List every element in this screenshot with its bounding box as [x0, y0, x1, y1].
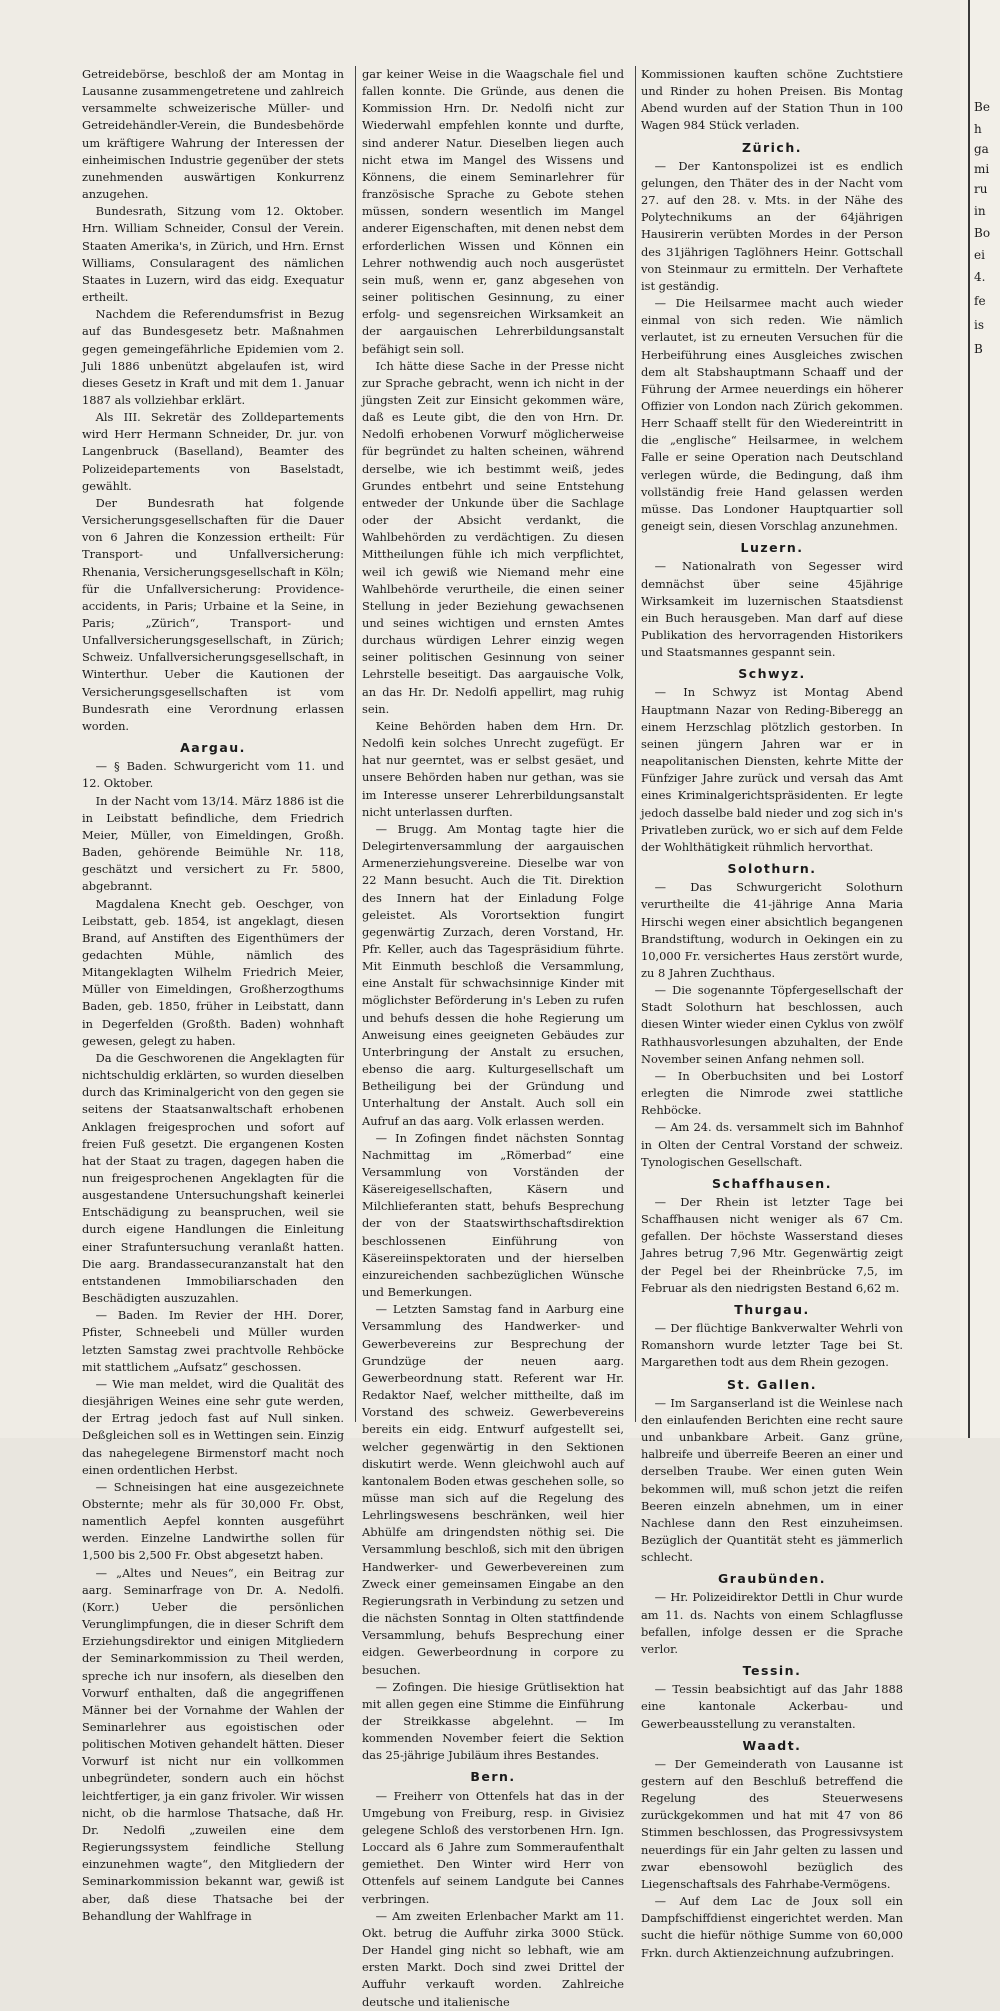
section-heading: Schaffhausen. [712, 1175, 832, 1191]
adjacent-page-fragment: in [974, 204, 986, 218]
article-paragraph: — § Baden. Schwurgericht vom 11. und 12. Oktober. [82, 759, 344, 791]
article-paragraph: — Zofingen. Die hiesige Grütlisektion hat mit allen gegen eine Stimme die Einführung der Streikkasse abgelehnt. — Im kommenden November feiert die Sektion das 25-jährige Jubiläum ihres Bestandes. [362, 1679, 624, 1763]
article-paragraph: In der Nacht vom 13/14. März 1886 ist die in Leibstatt befindliche, dem Friedrich Meier, Müller, von Eimeldingen, Großh. Baden, gehörende Beimühle Nr. 118, geschätzt und versichert zu Fr. 5800, abgebrannt. [82, 793, 344, 894]
article-paragraph: Da die Geschworenen die Angeklagten für nichtschuldig erklärten, so wurden dieselben durch das Kriminalgericht von den gegen sie seitens der Staatsanwaltschaft erhobenen Anklagen freigesprochen und sofort auf freien Fuß gesetzt. Die ergangenen Kosten hat der Staat zu tragen, dagegen haben die nun freigesprochenen Angeklagten für die ausgestandene Untersuchungshaft keinerlei Entschädigung zu beanspruchen, weil sie durch eigene Handlungen die Einleitung einer Strafuntersuchung veranlaßt hatten. Die aarg. Brandassecuranzanstalt hat den entstandenen Immobiliarschaden den Beschädigten auszuzahlen. [82, 1050, 344, 1306]
article-paragraph: Der Bundesrath hat folgende Versicherungsgesellschaften für die Dauer von 6 Jahren die Konzession ertheilt: Für Transport- und Unfallversicherung: Rhenania, Versicherungsgesellschaft in Köln; für die Unfallversicherung: Providence-accidents, in Paris; Urbaine et la Seine, in Paris; „Zürich“, Transport- und Unfallversicherungsgesellschaft, in Zürich; Schweiz. Unfallversicherungsgesellschaft, in Winterthur. Ueber die Kautionen der Versicherungsgesellschaften ist vom Bundesrath eine Verordnung erlassen worden. [82, 495, 344, 733]
section-heading: St. Gallen. [727, 1376, 817, 1392]
article-paragraph: — Die sogenannte Töpfergesellschaft der Stadt Solothurn hat beschlossen, auch diesen Winter wieder einen Cyklus von zwölf Rathhausvorlesungen abzuhalten, der Ende November seinen Anfang nehmen soll. [641, 983, 903, 1066]
article-paragraph: — Nationalrath von Segesser wird demnächst über seine 45jährige Wirksamkeit im luzernischen Staatsdienst ein Buch herausgeben. Man darf auf diese Publikation des hervorragenden Historikers und Staatsmannes gespannt sein. [641, 559, 903, 660]
article-paragraph: Nachdem die Referendumsfrist in Bezug auf das Bundesgesetz betr. Maßnahmen gegen gemeingefährliche Epidemien vom 2. Juli 1886 unbenützt abgelaufen ist, wird dieses Gesetz in Kraft und mit dem 1. Januar 1887 als vollziehbar erklärt. [82, 307, 344, 407]
article-paragraph: — Der Rhein ist letzter Tage bei Schaffhausen nicht weniger als 67 Cm. gefallen. Der höchste Wasserstand dieses Jahres betrug 7,96 Mtr. Gegenwärtig zeigt der Pegel bei der Rheinbrücke 7,5, im Februar als den niedrigsten Bestand 6,62 m. [641, 1195, 903, 1295]
article-paragraph: Magdalena Knecht geb. Oeschger, von Leibstatt, geb. 1854, ist angeklagt, diesen Brand, auf Anstiften des Eigenthümers der gedachten Mühle, nämlich des Mitangeklagten Wilhelm Friedrich Meier, Müller von Eimeldingen, Großherzogthums Baden, geb. 1850, früher in Leibstatt, dann in Degerfelden (Großth. Baden) wohnhaft gewesen, gelegt zu haben. [82, 896, 344, 1048]
column-rule-2 [635, 66, 636, 1422]
article-paragraph: — In Oberbuchsiten und bei Lostorf erlegten die Nimrode zwei stattliche Rehböcke. [641, 1068, 903, 1118]
article-paragraph: — In Schwyz ist Montag Abend Hauptmann Nazar von Reding-Biberegg an einem Herzschlag plötzlich gestorben. In seinen jüngern Jahren war er in neapolitanischen Diensten, kehrte Mitte der Fünfziger Jahre zurück und versah das Amt eines Kriminalgerichtspräsidenten. Er legte jedoch dasselbe bald nieder und zog sich in's Privatleben zurück, wo er sich auf dem Felde der Wohlthätigkeit rühmlich hervorthat. [641, 685, 903, 854]
adjacent-page-edge [960, 0, 1000, 1438]
article-paragraph: — Letzten Samstag fand in Aarburg eine Versammlung des Handwerker- und Gewerbevereins zur Besprechung der Grundzüge der neuen aarg. Gewerbeordnung statt. Referent war Hr. Redaktor Naef, welcher mittheilte, daß im Vorstand des schweiz. Gewerbevereins bereits ein eidg. Entwurf aufgestellt sei, welcher gegenwärtig in den Sektionen diskutirt werde. Wenn gleichwohl auch auf kantonalem Boden etwas geschehen solle, so müsse man sich auf die Regelung des Lehrlingswesens beschränken, weil hier Abhülfe am dringendsten nöthig sei. Die Versammlung beschloß, sich mit den übrigen Handwerker- und Gewerbevereinen zum Zweck einer gemeinsamen Eingabe an den Regierungsrath in Verbindung zu setzen und die nächsten Sonntag in Olten stattfindende Versammlung, behufs Besprechung einer eidgen. Gewerbeordnung in corpore zu besuchen. [362, 1302, 624, 1677]
adjacent-page-fragment: B [974, 342, 983, 356]
article-paragraph: — Wie man meldet, wird die Qualität des diesjährigen Weines eine sehr gute werden, der Ertrag jedoch fast auf Null sinken. Deßgleichen soll es in Wettingen sein. Einzig das nahegelegene Birmenstorf macht noch einen ordentlichen Herbst. [82, 1376, 344, 1477]
section-heading: Aargau. [180, 740, 246, 756]
article-paragraph: — Der Gemeinderath von Lausanne ist gestern auf den Beschluß betreffend die Regelung des Steuerwesens zurückgekommen und hat mit 47 von 86 Stimmen beschlossen, das Progressivsystem neuerdings für ein Jahr gelten zu lassen und zwar ebensowohl bezüglich des Liegenschaftsals des Fahrhabe-Vermögens. [641, 1756, 903, 1891]
column-1 [82, 66, 344, 1925]
article-paragraph: — „Altes und Neues“, ein Beitrag zur aarg. Seminarfrage von Dr. A. Nedolfi. (Korr.) Ueber die persönlichen Verunglimpfungen, die in dieser Schrift dem Erziehungsdirektor und einigen Mitgliedern der Seminarkommission zu Theil werden, spreche ich nur insofern, als dieselben den Vorwurf enthalten, daß die angegriffenen Männer bei der Vornahme der Wahlen der Seminarlehrer aus egoistischen oder politischen Motiven gehandelt hätten. Dieser Vorwurf ist nicht nur ein vollkommen unbegründeter, sondern auch ein höchst leichtfertiger, ja ein ganz frivoler. Wir wissen nicht, ob die harmlose Thatsache, daß Hr. Dr. Nedolfi „zuweilen eine dem Regierungssystem feindliche Stellung einzunehmen wagte“, den Mitgliedern der Seminarkommission bekannt war, gewiß ist aber, daß diese Thatsache bei der Behandlung der Wahlfrage in [82, 1565, 344, 1923]
adjacent-page-fragment: h [974, 122, 982, 136]
article-paragraph: — In Zofingen findet nächsten Sonntag Nachmittag im „Römerbad“ eine Versammlung von Vorständen der Käsereigesellschaften, Käsern und Milchlieferanten statt, behufs Besprechung der von der Staatswirthschaftsdirektion beschlossenen Einführung von Käsereiinspektoraten und der hierselben einzureichenden sachbezüglichen Wünsche und Bemerkungen. [362, 1130, 624, 1300]
article-paragraph: — Im Sarganserland ist die Weinlese nach den einlaufenden Berichten eine recht saure und unbankbare Arbeit. Ganz grüne, halbreife und überreife Beeren an einer und derselben Traube. Wer einen guten Wein bekommen will, muß schon jetzt die reifen Beeren einzeln abnehmen, um in einer Nachlese dann den Rest einzuheimsen. Bezüglich der Quantität steht es jämmerlich schlecht. [641, 1395, 903, 1565]
section-heading: Luzern. [740, 540, 804, 556]
adjacent-page-fragment: mi [974, 162, 990, 176]
section-heading: Solothurn. [727, 861, 817, 877]
section-heading: Bern. [470, 1769, 516, 1785]
article-paragraph: — Die Heilsarmee macht auch wieder einmal von sich reden. Wie nämlich verlautet, ist zu erneuten Versuchen für die Herbeiführung eines Ausgleiches zwischen dem alt Stabshauptmann Schaaff und der Führung der Armee neuerdings ein höherer Offizier von London nach Zürich gekommen. Herr Schaaff stellt für den Wiedereintritt in die „englische“ Heilsarmee, in welchem Falle er seine Operation nach Deutschland verlegen würde, die Bedingung, daß ihm vollständig freie Hand gelassen werden müsse. Das Londoner Hauptquartier soll geneigt sein, diesen Vorschlag anzunehmen. [641, 296, 903, 534]
article-paragraph: — Am 24. ds. versammelt sich im Bahnhof in Olten der Central Vorstand der schweiz. Tynologischen Gesellschaft. [641, 1120, 903, 1169]
column-2 [362, 66, 624, 2011]
article-paragraph: — Baden. Im Revier der HH. Dorer, Pfister, Schneebeli und Müller wurden letzten Samstag zwei prachtvolle Rehböcke mit stattlichem „Aufsatz“ geschossen. [82, 1308, 344, 1374]
adjacent-page-fragment: is [974, 318, 984, 332]
section-heading: Tessin. [742, 1663, 802, 1679]
section-heading: Thurgau. [734, 1301, 810, 1317]
article-paragraph: — Hr. Polizeidirektor Dettli in Chur wurde am 11. ds. Nachts von einem Schlagflusse befallen, infolge dessen er die Sprache verlor. [641, 1590, 903, 1656]
article-paragraph: — Tessin beabsichtigt auf das Jahr 1888 eine kantonale Ackerbau- und Gewerbeausstellung zu veranstalten. [641, 1682, 903, 1731]
article-paragraph: Bundesrath, Sitzung vom 12. Oktober. Hrn. William Schneider, Consul der Verein. Staaten Amerika's, in Zürich, und Hrn. Ernst Williams, Consularagent des nämlichen Staates in Luzern, wird das eidg. Exequatur ertheilt. [82, 204, 344, 305]
section-heading: Waadt. [742, 1737, 802, 1753]
column-rule-1 [355, 66, 356, 1422]
section-heading: Schwyz. [738, 666, 806, 682]
adjacent-page-fragment: fe [974, 294, 986, 308]
article-paragraph: gar keiner Weise in die Waagschale fiel und fallen konnte. Die Gründe, aus denen die Kommission Hrn. Dr. Nedolfi nicht zur Wiederwahl empfehlen konnte und durfte, sind anderer Natur. Dieselben liegen auch nicht etwa im Mangel des Wissens und Könnens, die einem Seminarlehrer für französische Sprache zu Gebote stehen müssen, sondern wesentlich im Mangel anderer Eigenschaften, mit denen nebst dem erforderlichen Wissen und Können ein Lehrer nothwendig auch noch ausgerüstet sein muß, wenn er, ganz abgesehen von seiner politischen Gesinnung, zu einer erfolg- und segensreichen Wirksamkeit an der aargauischen Lehrerbildungsanstalt befähigt sein soll. [362, 67, 624, 356]
adjacent-page-fragment: ru [974, 182, 988, 196]
article-paragraph: — Das Schwurgericht Solothurn verurtheilte die 41-jährige Anna Maria Hirschi wegen einer absichtlich begangenen Brandstiftung, wodurch in Oekingen ein zu 10,000 Fr. versichertes Haus zerstört wurde, zu 8 Jahren Zuchthaus. [641, 880, 903, 980]
article-paragraph: Ich hätte diese Sache in der Presse nicht zur Sprache gebracht, wenn ich nicht in der jüngsten Zeit zur Einsicht gekommen wäre, daß es Leute gibt, die den von Hrn. Dr. Nedolfi erhobenen Vorwurf möglicherweise für begründet zu halten scheinen, während derselbe, wie ich bestimmt weiß, jedes Grundes entbehrt und seine Entstehung entweder der Unkunde über die Sachlage oder der Absicht verdankt, die Wahlbehörden zu verdächtigen. Zu diesen Mittheilungen fühle ich mich verpflichtet, weil ich gewiß wie Niemand mehr eine Wahlbehörde verurtheile, die einen seiner Stellung in jeder Beziehung gewachsenen und seines wichtigen und ernsten Amtes durchaus würdigen Lehrer einzig wegen seiner politischen Gesinnung von seiner Lehrstelle beseitigt. Das aargauische Volk, an das Hr. Dr. Nedolfi appellirt, mag ruhig sein. [362, 358, 624, 716]
page-fold-line [968, 0, 970, 1438]
article-paragraph: — Freiherr von Ottenfels hat das in der Umgebung von Freiburg, resp. in Givisiez gelegene Schloß des verstorbenen Hrn. Ign. Loccard als 6 Jahre zum Sommeraufenthalt gemiethet. Den Winter wird Herr von Ottenfels auf seinem Landgute bei Cannes verbringen. [362, 1788, 624, 1906]
article-paragraph: — Auf dem Lac de Joux soll ein Dampfschiffdienst eingerichtet werden. Man sucht die hiefür nöthige Summe von 60,000 Frkn. durch Aktienzeichnung aufzubringen. [641, 1894, 903, 1960]
adjacent-page-fragment: Be [974, 100, 990, 114]
adjacent-page-fragment: 4. [974, 270, 986, 284]
adjacent-page-fragment: Bo [974, 226, 991, 240]
article-paragraph: — Der flüchtige Bankverwalter Wehrli von Romanshorn wurde letzter Tage bei St. Margarethen todt aus dem Rhein gezogen. [641, 1321, 903, 1370]
article-paragraph: — Schneisingen hat eine ausgezeichnete Obsternte; mehr als für 30,000 Fr. Obst, namentlich Aepfel konnten ausgeführt werden. Einzelne Landwirthe sollen für 1,500 bis 2,500 Fr. Obst abgesetzt haben. [82, 1479, 344, 1563]
article-paragraph: — Der Kantonspolizei ist es endlich gelungen, den Thäter des in der Nacht vom 27. auf den 28. v. Mts. in der Nähe des Polytechnikums an der 64jährigen Hausirerin verübten Mordes in der Person des 31jährigen Taglöhners Heinr. Gottschall von Steinmaur zu ermitteln. Der Verhaftete ist geständig. [641, 158, 903, 293]
article-paragraph: Keine Behörden haben dem Hrn. Dr. Nedolfi kein solches Unrecht zugefügt. Er hat nur geerntet, was er selbst gesäet, und unsere Behörden haben nur gethan, was sie im Interesse unserer Lehrerbildungsanstalt nicht unterlassen durften. [362, 718, 624, 819]
article-paragraph: — Brugg. Am Montag tagte hier die Delegirtenversammlung der aargauischen Armenerziehungsvereine. Dieselbe war von 22 Mann besucht. Auch die Tit. Direktion des Innern hat der Einladung Folge geleistet. Als Vorortsektion fungirt gegenwärtig Zurzach, deren Vorstand, Hr. Pfr. Keller, auch das Tagespräsidium führte. Mit Einmuth beschloß die Versammlung, eine Anstalt für schwachsinnige Kinder mit möglichster Beförderung in's Leben zu rufen und behufs dessen die hohe Regierung um Anweisung eines geeigneten Gebäudes zur Unterbringung der Anstalt zu ersuchen, ebenso die aarg. Kulturgesellschaft um Betheiligung bei der Gründung und Unterhaltung der Anstalt. Auch soll ein Aufruf an das aarg. Volk erlassen werden. [362, 821, 624, 1128]
section-heading: Zürich. [742, 139, 802, 155]
adjacent-page-fragment: ei [974, 248, 985, 262]
section-heading: Graubünden. [717, 1571, 827, 1587]
article-paragraph: Als III. Sekretär des Zolldepartements wird Herr Hermann Schneider, Dr. jur. von Langenbruck (Baselland), Beamter des Polizeidepartements von Baselstadt, gewählt. [82, 410, 344, 493]
adjacent-page-fragment: ga [974, 142, 989, 156]
column-3 [641, 66, 903, 1962]
article-paragraph: — Am zweiten Erlenbacher Markt am 11. Okt. betrug die Auffuhr zirka 3000 Stück. Der Handel ging nicht so lebhaft, wie am ersten Markt. Doch sind zwei Drittel der Auffuhr verkauft worden. Zahlreiche deutsche und italienische [362, 1908, 624, 2009]
article-paragraph: Getreidebörse, beschloß der am Montag in Lausanne zusammengetretene und zahlreich versammelte schweizerische Müller- und Getreidehändler-Verein, die Bundesbehörde um kräftigere Wahrung der Interessen der einheimischen Industrie gegenüber der stets zunehmenden auswärtigen Konkurrenz anzugehen. [82, 67, 344, 202]
article-paragraph: Kommissionen kauften schöne Zuchtstiere und Rinder zu hohen Preisen. Bis Montag Abend wurden auf der Station Thun in 100 Wagen 984 Stück verladen. [641, 67, 903, 133]
